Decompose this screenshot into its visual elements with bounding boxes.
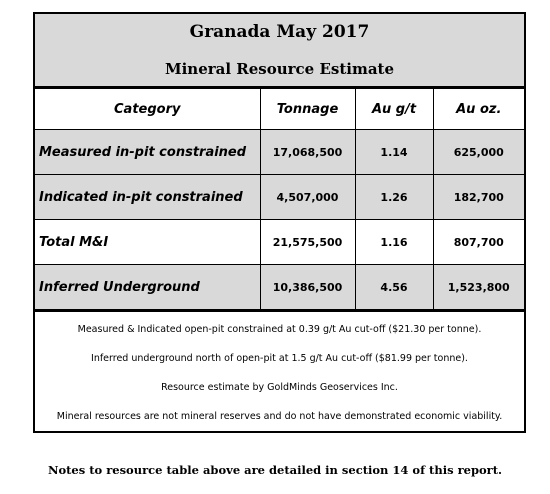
table-title: Granada May 2017 [189, 22, 370, 42]
note-line: Resource estimate by GoldMinds Geoservices Inc. [161, 382, 398, 393]
grade-cell: 1.14 [355, 130, 433, 175]
ounces-cell: 625,000 [433, 130, 524, 175]
ounces-cell: 182,700 [433, 175, 524, 220]
grade-cell: 1.16 [355, 220, 433, 265]
table-subtitle: Mineral Resource Estimate [164, 60, 395, 78]
ounces-cell: 1,523,800 [433, 265, 524, 310]
note-line: Measured & Indicated open-pit constrained at 0.39 g/t Au cut-off ($21.30 per tonne). [77, 324, 482, 335]
header-row [35, 89, 524, 130]
grade-cell: 1.26 [355, 175, 433, 220]
note-line: Mineral resources are not mineral reserves and do not have demonstrated economic viability. [56, 411, 503, 422]
tonnage-cell: 4,507,000 [260, 175, 355, 220]
column-header-ounces: Au oz. [433, 89, 524, 130]
category-cell: Inferred Underground [35, 265, 260, 310]
footer-note: Notes to resource table above are detailed in section 14 of this report. [47, 463, 503, 477]
notes-block [35, 310, 524, 431]
tonnage-cell: 10,386,500 [260, 265, 355, 310]
column-header-category: Category [35, 89, 260, 130]
column-header-tonnage: Tonnage [260, 89, 355, 130]
table-row [35, 220, 524, 265]
grade-cell: 4.56 [355, 265, 433, 310]
ounces-cell: 807,700 [433, 220, 524, 265]
table-row [35, 175, 524, 220]
category-cell: Total M&I [35, 220, 260, 265]
resource-table [35, 88, 524, 310]
category-cell: Indicated in-pit constrained [35, 175, 260, 220]
title-block [35, 14, 524, 88]
tonnage-cell: 17,068,500 [260, 130, 355, 175]
tonnage-cell: 21,575,500 [260, 220, 355, 265]
note-line: Inferred underground north of open-pit at 1.5 g/t Au cut-off ($81.99 per tonne). [91, 353, 468, 364]
category-cell: Measured in-pit constrained [35, 130, 260, 175]
resource-table-panel [33, 12, 526, 433]
table-row [35, 130, 524, 175]
table-row [35, 265, 524, 310]
column-header-grade: Au g/t [355, 89, 433, 130]
